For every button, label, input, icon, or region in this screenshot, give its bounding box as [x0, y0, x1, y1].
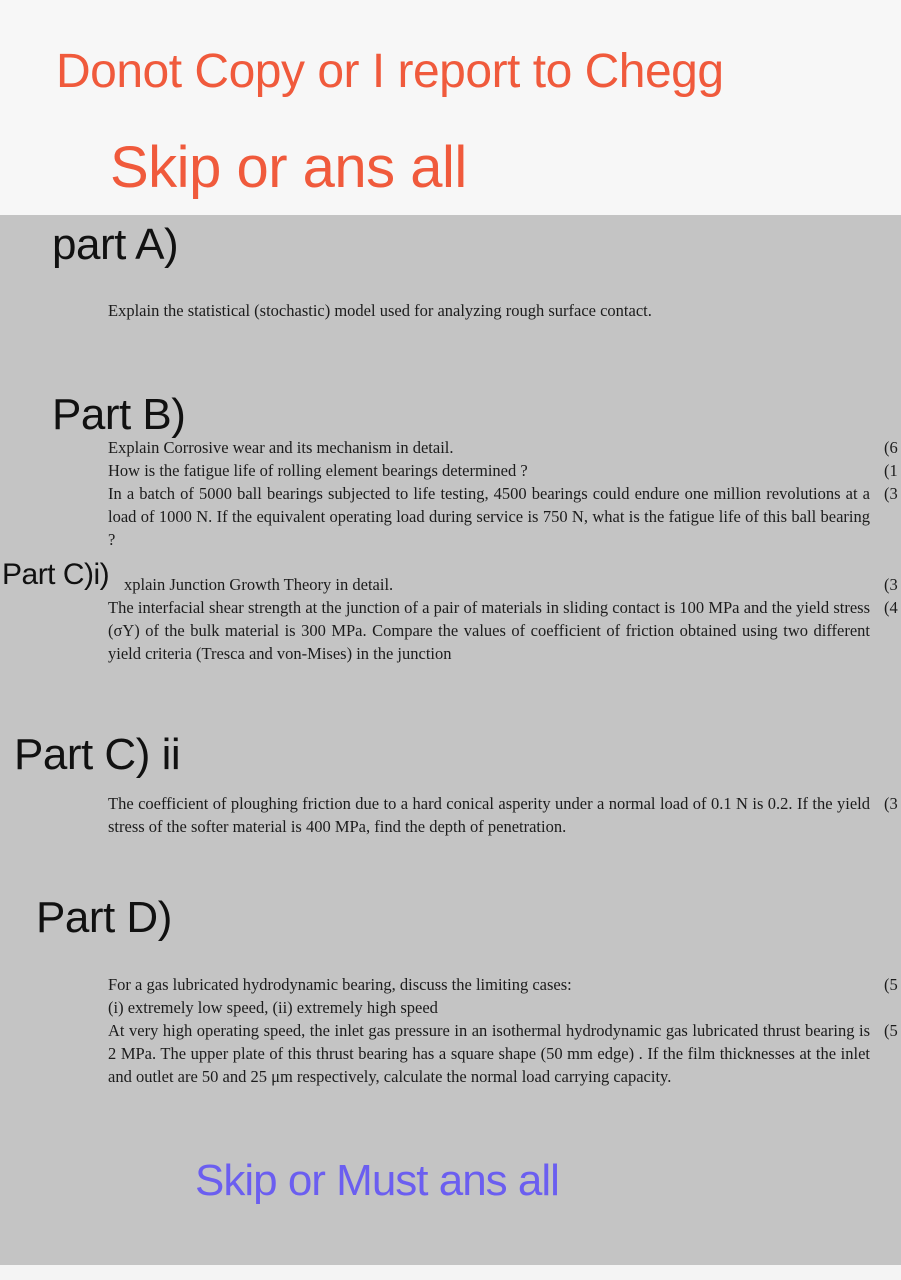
marks-b2: (1 [884, 461, 898, 480]
warning-banner-line-2: Skip or ans all [110, 135, 467, 200]
question-c1: xplain Junction Growth Theory in detail. [124, 575, 394, 594]
marks-d1: (5 [884, 975, 898, 994]
part-c-i-label: Part C)i) [2, 558, 110, 591]
question-b2: How is the fatigue life of rolling element bearings determined ? [108, 461, 528, 480]
marks-b1: (6 [884, 438, 898, 457]
part-b-label: Part B) [52, 390, 186, 439]
bottom-margin [0, 1265, 901, 1280]
question-c2: The interfacial shear strength at the junction of a pair of materials in sliding contact is 100 MPa and the yield stress (σY) of the bulk material is 300 MPa. Compare the values of coefficient of friction obtained using two different yield criteria (Tresca and von-Mises) in the junction [108, 598, 870, 663]
question-b1: Explain Corrosive wear and its mechanism in detail. [108, 438, 454, 457]
marks-d2: (5 [884, 1021, 898, 1040]
question-c3: The coefficient of ploughing friction due to a hard conical asperity under a normal load of 0.1 N is 0.2. If the yield stress of the softer material is 400 MPa, find the depth of penetration. [108, 794, 870, 836]
question-d1-cases: (i) extremely low speed, (ii) extremely high speed [108, 998, 438, 1017]
marks-c3: (3 [884, 794, 898, 813]
part-a-label: part A) [52, 220, 179, 269]
marks-c2: (4 [884, 598, 898, 617]
question-b3: In a batch of 5000 ball bearings subjected to life testing, 4500 bearings could endure one million revolutions at a load of 1000 N. If the equivalent operating load during service is 750 N, what is the fatigue life of this ball bearing ? [108, 484, 870, 549]
question-d1: For a gas lubricated hydrodynamic bearing, discuss the limiting cases: [108, 975, 572, 994]
marks-b3: (3 [884, 484, 898, 503]
question-a1: Explain the statistical (stochastic) model used for analyzing rough surface contact. [108, 301, 652, 320]
marks-c1: (3 [884, 575, 898, 594]
part-c-ii-label: Part C) ii [14, 730, 181, 779]
question-d2: At very high operating speed, the inlet gas pressure in an isothermal hydrodynamic gas lubricated thrust bearing is 2 MPa. The upper plate of this thrust bearing has a square shape (50 mm edge) . If the film thicknesses at the inlet and outlet are 50 and 25 μm respectively, calculate the normal load carrying capacity. [108, 1021, 870, 1086]
warning-banner-line-1: Donot Copy or I report to Chegg [56, 45, 724, 98]
bottom-banner: Skip or Must ans all [195, 1156, 559, 1205]
part-d-label: Part D) [36, 893, 172, 942]
